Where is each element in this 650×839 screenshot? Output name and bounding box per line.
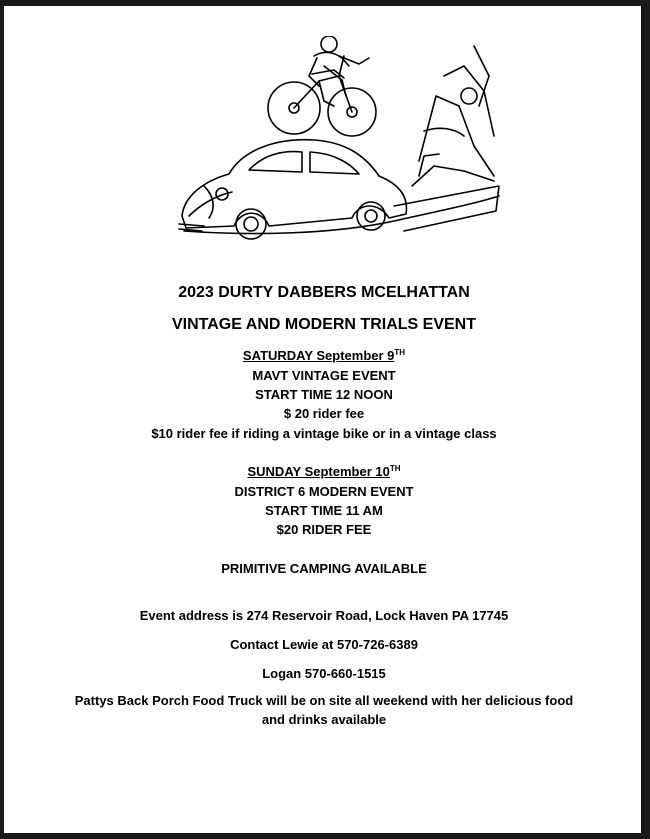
event-title: 2023 DURTY DABBERS MCELHATTAN <box>178 284 470 301</box>
saturday-heading-sup: TH <box>394 348 406 357</box>
event-subtitle: VINTAGE AND MODERN TRIALS EVENT <box>171 316 476 333</box>
food-truck-note-continued: and drinks available <box>261 712 387 727</box>
sunday-heading <box>4 464 644 479</box>
sunday-line: $20 RIDER FEE <box>276 522 372 537</box>
sunday-line: START TIME 11 AM <box>265 503 383 518</box>
event-address: Event address is 274 Reservoir Road, Lock Haven PA 17745 <box>139 608 509 623</box>
food-truck-note: Pattys Back Porch Food Truck will be on site all weekend with her delicious food <box>74 693 574 708</box>
saturday-line: $10 rider fee if riding a vintage bike or in a vintage class <box>151 426 497 441</box>
motorcycle-on-car-illustration <box>174 36 504 251</box>
sunday-heading-text: SUNDAY September 10 <box>247 464 390 479</box>
sunday-line: DISTRICT 6 MODERN EVENT <box>234 484 414 499</box>
saturday-line: START TIME 12 NOON <box>255 387 393 402</box>
saturday-line: $ 20 rider fee <box>283 406 365 421</box>
camping-note: PRIMITIVE CAMPING AVAILABLE <box>221 561 427 576</box>
contact-lewie: Contact Lewie at 570-726-6389 <box>230 637 418 652</box>
saturday-line: MAVT VINTAGE EVENT <box>252 368 396 383</box>
saturday-heading-text: SATURDAY September 9 <box>242 348 395 363</box>
contact-logan: Logan 570-660-1515 <box>262 666 386 681</box>
saturday-heading <box>4 348 644 363</box>
sunday-heading-sup: TH <box>389 464 401 473</box>
flyer-page <box>4 6 644 833</box>
